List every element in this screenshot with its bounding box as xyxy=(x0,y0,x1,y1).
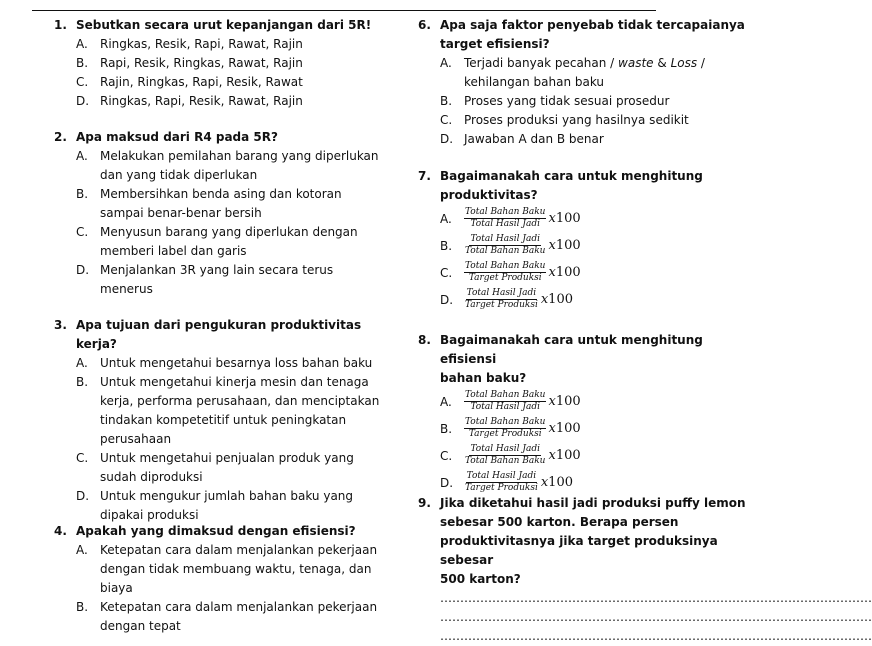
fraction-numerator: Total Bahan Baku xyxy=(465,207,546,217)
question-line xyxy=(418,35,748,54)
answer-option[interactable] xyxy=(76,598,384,636)
question-number: 6. xyxy=(418,18,431,32)
option-text xyxy=(100,147,384,185)
fraction-denominator: Total Hasil Jadi xyxy=(470,219,540,229)
fraction-numerator: Total Hasil Jadi xyxy=(470,234,540,244)
option-text-line: Membersihkan benda asing dan kotoran xyxy=(100,187,342,201)
answer-option[interactable] xyxy=(76,354,384,373)
answer-option[interactable] xyxy=(440,205,748,232)
question-text: Sebutkan secara urut kepanjangan dari 5R! xyxy=(76,18,372,32)
question-number: 8. xyxy=(418,333,431,347)
question-number xyxy=(418,186,440,205)
multiplier-symbol: x xyxy=(548,238,556,253)
answer-option[interactable] xyxy=(76,487,384,525)
option-letter: D. xyxy=(76,263,90,277)
question-text: sebesar 500 karton. Berapa persen xyxy=(440,515,679,529)
option-letter: D. xyxy=(76,94,90,108)
option-text xyxy=(100,487,384,525)
question-block xyxy=(418,494,872,646)
option-text-line: Ringkas, Rapi, Resik, Rawat, Rajin xyxy=(100,94,303,108)
option-text-line xyxy=(464,54,748,73)
question-number xyxy=(418,513,440,532)
multiplier-value: 100 xyxy=(555,238,581,253)
question-line xyxy=(418,513,748,532)
question-number: 3. xyxy=(54,318,67,332)
multiplier xyxy=(548,421,580,436)
option-letter: B. xyxy=(76,375,89,389)
fraction xyxy=(464,444,546,467)
option-text xyxy=(100,261,384,299)
option-text-line: perusahaan xyxy=(100,432,172,446)
answer-option[interactable] xyxy=(440,388,748,415)
question-text: Apa saja faktor penyebab tidak tercapaianya xyxy=(440,18,745,32)
multiplier-value: 100 xyxy=(548,475,573,490)
multiplier xyxy=(548,448,580,463)
multiplier xyxy=(548,238,580,253)
fraction-denominator: Target Produksi xyxy=(468,429,542,439)
answer-option[interactable] xyxy=(76,541,384,598)
question-number xyxy=(418,532,440,570)
question-block xyxy=(54,522,384,636)
multiplier xyxy=(548,394,580,409)
question-text: Bagaimanakah cara untuk menghitung efisiensi xyxy=(440,333,703,366)
multiplier xyxy=(548,265,580,280)
option-text xyxy=(100,54,384,73)
option-letter: C. xyxy=(440,265,453,280)
question-number: 9. xyxy=(418,496,431,510)
fraction-denominator: Target Produksi xyxy=(468,273,542,283)
option-letter: D. xyxy=(76,489,90,503)
option-text-line: Menyusun barang yang diperlukan dengan xyxy=(100,225,358,239)
question-line xyxy=(54,16,384,35)
option-text-line: dengan tepat xyxy=(100,619,181,633)
option-text-part: Terjadi banyak pecahan / xyxy=(464,56,619,70)
fraction xyxy=(464,390,546,413)
multiplier-symbol: x xyxy=(548,211,556,226)
multiplier-symbol: x xyxy=(540,292,549,307)
option-text-line: Ringkas, Resik, Rapi, Rawat, Rajin xyxy=(100,37,303,51)
question-text: bahan baku? xyxy=(440,371,527,385)
answer-option[interactable] xyxy=(76,373,384,449)
answer-option[interactable] xyxy=(76,92,384,111)
option-text-line: biaya xyxy=(100,581,133,595)
fraction xyxy=(464,288,539,311)
multiplier-value: 100 xyxy=(555,265,581,280)
fraction xyxy=(464,234,546,257)
fraction xyxy=(464,207,546,230)
answer-option[interactable] xyxy=(440,92,748,111)
question-line xyxy=(54,316,384,354)
option-text xyxy=(100,185,384,223)
option-text-line: dengan tidak membuang waktu, tenaga, dan xyxy=(100,562,372,576)
question-line xyxy=(418,369,748,388)
answer-option[interactable] xyxy=(440,469,748,496)
fraction xyxy=(464,417,546,440)
question-number: 7. xyxy=(418,169,431,183)
option-letter: D. xyxy=(440,292,454,307)
answer-option[interactable] xyxy=(440,415,748,442)
multiplier xyxy=(548,211,580,226)
question-number: 4. xyxy=(54,524,67,538)
option-text-line: dipakai produksi xyxy=(100,508,199,522)
option-text-line: Menjalankan 3R yang lain secara terus xyxy=(100,263,334,277)
fraction xyxy=(464,471,539,494)
option-letter: C. xyxy=(76,75,89,89)
option-text-line: kerja, performa perusahaan, dan menciptakan xyxy=(100,394,380,408)
answer-option[interactable] xyxy=(76,261,384,299)
question-text: produktivitasnya jika target produksinya sebesar xyxy=(440,534,718,567)
answer-line[interactable]: ……………………………………………………………………………………………… xyxy=(440,610,872,624)
answer-option[interactable] xyxy=(76,35,384,54)
option-text-line: sampai benar-benar bersih xyxy=(100,206,262,220)
option-letter: B. xyxy=(76,56,89,70)
top-rule xyxy=(32,10,656,11)
fraction-numerator: Total Hasil Jadi xyxy=(466,471,537,481)
question-line xyxy=(418,186,748,205)
option-text-italic: Loss xyxy=(670,56,698,70)
option-text xyxy=(100,92,384,111)
multiplier-value: 100 xyxy=(555,394,581,409)
option-text-italic: waste xyxy=(618,56,654,70)
option-text xyxy=(100,73,384,92)
option-text: Jawaban A dan B benar xyxy=(464,132,604,146)
option-text-part: & xyxy=(653,56,671,70)
question-number xyxy=(418,35,440,54)
question-number: 2. xyxy=(54,130,67,144)
multiplier-symbol: x xyxy=(548,265,556,280)
answer-option[interactable] xyxy=(440,442,748,469)
option-text xyxy=(100,35,384,54)
option-letter: B. xyxy=(76,187,89,201)
option-letter: B. xyxy=(440,238,453,253)
answer-option[interactable] xyxy=(440,111,748,130)
multiplier-value: 100 xyxy=(555,448,581,463)
option-text-line: Melakukan pemilahan barang yang diperlukan xyxy=(100,149,379,163)
option-text-part: / xyxy=(697,56,705,70)
option-letter: C. xyxy=(76,225,89,239)
option-text: Proses produksi yang hasilnya sedikit xyxy=(464,113,689,127)
option-text-line: tindakan kompetetitif untuk peningkatan xyxy=(100,413,347,427)
question-text: target efisiensi? xyxy=(440,37,550,51)
fraction-numerator: Total Bahan Baku xyxy=(465,417,546,427)
option-text xyxy=(100,598,384,636)
question-number xyxy=(418,369,440,388)
option-letter: A. xyxy=(76,149,88,163)
question-block xyxy=(54,16,384,111)
question-text: Jika diketahui hasil jadi produksi puffy lemon xyxy=(440,496,746,510)
question-line xyxy=(418,331,748,369)
answer-option[interactable] xyxy=(440,259,748,286)
option-letter: D. xyxy=(440,132,454,146)
option-text-line: memberi label dan garis xyxy=(100,244,247,258)
answer-option[interactable] xyxy=(440,130,748,149)
option-text xyxy=(100,223,384,261)
fraction-denominator: Total Bahan Baku xyxy=(465,456,546,466)
fraction-denominator: Total Bahan Baku xyxy=(465,246,546,256)
option-text-line: kehilangan bahan baku xyxy=(464,75,605,89)
fraction xyxy=(464,261,546,284)
answer-option[interactable] xyxy=(76,73,384,92)
question-text: produktivitas? xyxy=(440,188,538,202)
option-text-line: Ketepatan cara dalam menjalankan pekerjaan xyxy=(100,543,378,557)
option-text: Proses yang tidak sesuai prosedur xyxy=(464,94,670,108)
answer-option[interactable] xyxy=(440,54,748,92)
option-letter: A. xyxy=(76,37,88,51)
question-block xyxy=(418,167,748,313)
option-text xyxy=(100,449,384,487)
fraction-denominator: Target Produksi xyxy=(465,300,538,310)
multiplier-value: 100 xyxy=(548,292,573,307)
fraction-denominator: Total Hasil Jadi xyxy=(470,402,540,412)
answer-line[interactable]: ……………………………………………………………………………………………… xyxy=(440,629,872,643)
answer-option[interactable] xyxy=(76,54,384,73)
question-line xyxy=(418,494,748,513)
option-letter: D. xyxy=(440,475,454,490)
option-letter: B. xyxy=(440,421,453,436)
question-line xyxy=(418,532,748,570)
option-letter: A. xyxy=(76,356,88,370)
option-text-line: menerus xyxy=(100,282,153,296)
option-letter: B. xyxy=(440,94,453,108)
question-block xyxy=(54,128,384,299)
question-number: 1. xyxy=(54,18,67,32)
question-text: Apa maksud dari R4 pada 5R? xyxy=(76,130,278,144)
option-letter: A. xyxy=(440,56,452,70)
question-line xyxy=(418,167,748,186)
question-line xyxy=(54,522,384,541)
question-text: Bagaimanakah cara untuk menghitung xyxy=(440,169,703,183)
multiplier-symbol: x xyxy=(548,421,556,436)
question-line xyxy=(418,570,748,589)
multiplier xyxy=(541,292,573,307)
question-line xyxy=(54,128,384,147)
multiplier xyxy=(541,475,573,490)
option-text-line: Untuk mengetahui penjualan produk yang xyxy=(100,451,354,465)
answer-option[interactable] xyxy=(76,147,384,185)
fraction-numerator: Total Bahan Baku xyxy=(465,390,546,400)
multiplier-symbol: x xyxy=(548,448,556,463)
option-text-line: Ketepatan cara dalam menjalankan pekerjaan xyxy=(100,600,378,614)
option-text-line: sudah diproduksi xyxy=(100,470,203,484)
option-text xyxy=(100,541,384,598)
answer-option[interactable] xyxy=(76,449,384,487)
option-text xyxy=(100,354,384,373)
answer-option[interactable] xyxy=(76,223,384,261)
option-letter: C. xyxy=(440,448,453,463)
option-text-line: Rajin, Ringkas, Rapi, Resik, Rawat xyxy=(100,75,303,89)
fraction-numerator: Total Bahan Baku xyxy=(465,261,546,271)
option-letter: A. xyxy=(440,394,452,409)
option-text xyxy=(100,373,384,449)
multiplier-value: 100 xyxy=(555,211,581,226)
answer-option[interactable] xyxy=(76,185,384,223)
fraction-numerator: Total Hasil Jadi xyxy=(466,288,537,298)
option-text xyxy=(464,54,748,92)
option-text-line: Rapi, Resik, Ringkas, Rawat, Rajin xyxy=(100,56,303,70)
multiplier-symbol: x xyxy=(540,475,549,490)
question-text: 500 karton? xyxy=(440,572,521,586)
question-block xyxy=(54,316,384,525)
answer-line[interactable]: ……………………………………………………………………………………………… xyxy=(440,591,872,605)
fraction-numerator: Total Hasil Jadi xyxy=(470,444,540,454)
answer-option[interactable] xyxy=(440,232,748,259)
answer-option[interactable] xyxy=(440,286,748,313)
fraction-denominator: Target Produksi xyxy=(465,483,538,493)
question-block xyxy=(418,16,748,149)
multiplier-value: 100 xyxy=(555,421,581,436)
option-letter: A. xyxy=(76,543,88,557)
option-letter: C. xyxy=(440,113,453,127)
question-block xyxy=(418,331,748,496)
option-text-line: Untuk mengetahui besarnya loss bahan baku xyxy=(100,356,373,370)
option-letter: C. xyxy=(76,451,89,465)
option-text-line: Untuk mengetahui kinerja mesin dan tenaga xyxy=(100,375,369,389)
multiplier-symbol: x xyxy=(548,394,556,409)
option-text-line: dan yang tidak diperlukan xyxy=(100,168,258,182)
question-text: Apa tujuan dari pengukuran produktivitas kerja? xyxy=(76,318,362,351)
question-text: Apakah yang dimaksud dengan efisiensi? xyxy=(76,524,356,538)
option-letter: A. xyxy=(440,211,452,226)
option-letter: B. xyxy=(76,600,89,614)
option-text-line: Untuk mengukur jumlah bahan baku yang xyxy=(100,489,354,503)
question-line xyxy=(418,16,748,35)
question-number xyxy=(418,570,440,589)
